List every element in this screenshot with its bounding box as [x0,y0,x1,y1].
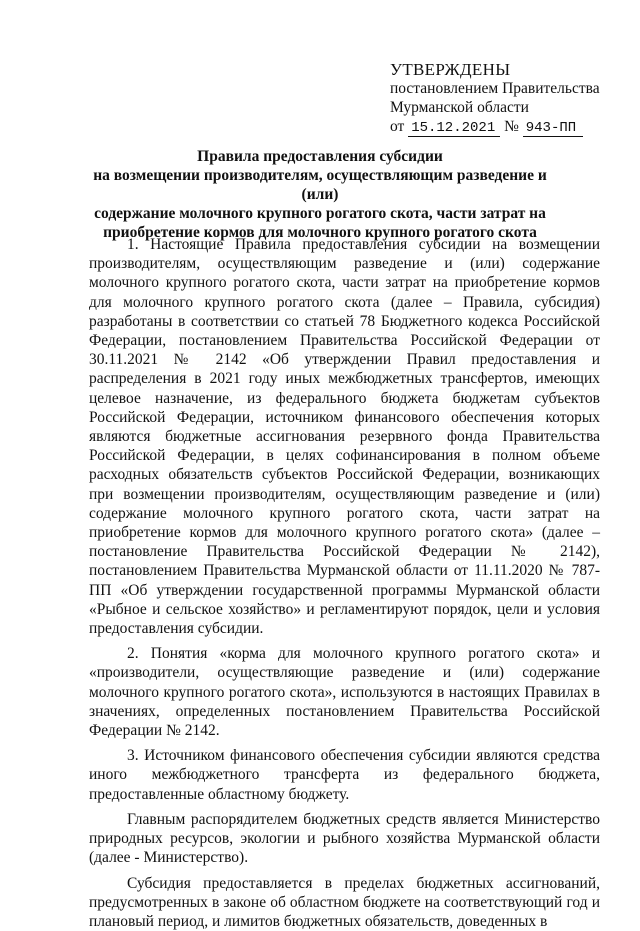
title-line-3: содержание молочного крупного рогатого скота, части затрат на [80,204,560,223]
paragraph-2: 2. Понятия «корма для молочного крупного рогатого скота» и «производители, осуществляющие разведение и (или) содержание молочного крупного рогатого скота», используются в настоящих Правилах в значениях, определенных постановлением Правительства Российской Федерации № 2142. [89,644,600,740]
approval-issuer-line2: Мурманской области [390,98,630,117]
paragraph-5: Субсидия предоставляется в пределах бюджетных ассигнований, предусмотренных в законе об областном бюджете на соответствующий год и плановый период, и лимитов бюджетных обязательств, доведенных в [89,874,600,931]
document-body [89,235,600,931]
approval-heading: УТВЕРЖДЕНЫ [390,60,630,79]
paragraph-3: 3. Источником финансового обеспечения субсидии являются средства иного межбюджетного трансферта из федерального бюджета, предоставленные областному бюджету. [89,746,600,804]
paragraph-4: Главным распорядителем бюджетных средств является Министерство природных ресурсов, экологии и рыбного хозяйства Мурманской области (далее - Министерство). [89,810,600,868]
approval-date-number-line [390,117,630,137]
paragraph-1: 1. Настоящие Правила предоставления субсидии на возмещении производителям, осуществляющим разведение и (или) содержание молочного крупного рогатого скота, части затрат на приобретение кормов для молочного крупного рогатого скота (далее – Правила, субсидия) разработаны в соответствии со статьей 78 Бюджетного кодекса Российской Федерации, постановлением Правительства Российской Федерации от 30.11.2021 № 2142 «Об утверждении Правил предоставления и распределения в 2021 году иных межбюджетных трансфертов, имеющих целевое назначение, из федерального бюджета бюджетам субъектов Российской Федерации, источником финансового обеспечения которых являются бюджетные ассигнования резервного фонда Правительства Российской Федерации, в целях софинансирования в полном объеме расходных обязательств субъектов Российской Федерации, возникающих при возмещении производителям, осуществляющим разведение и (или) содержание молочного крупного рогатого скота, части затрат на приобретение кормов для молочного крупного рогатого скота» (далее – постановление Правительства Российской Федерации № 2142), постановлением Правительства Мурманской области от 11.11.2020 № 787-ПП «Об утверждении государственной программы Мурманской области «Рыбное и сельское хозяйство» и регламентируют порядок, цели и условия предоставления субсидии. [89,235,600,638]
approval-date: 15.12.2021 [408,121,500,137]
title-line-2: на возмещении производителям, осуществляющим разведение и (или) [80,166,560,204]
title-line-1: Правила предоставления субсидии [80,147,560,166]
title-line-4: приобретение кормов для молочного крупного рогатого скота [80,223,560,242]
number-label: № [504,118,519,135]
document-title [80,147,560,242]
approval-block [390,60,630,137]
approval-issuer-line1: постановлением Правительства [390,79,630,98]
approval-number: 943-ПП [523,121,583,137]
from-label: от [390,118,404,135]
